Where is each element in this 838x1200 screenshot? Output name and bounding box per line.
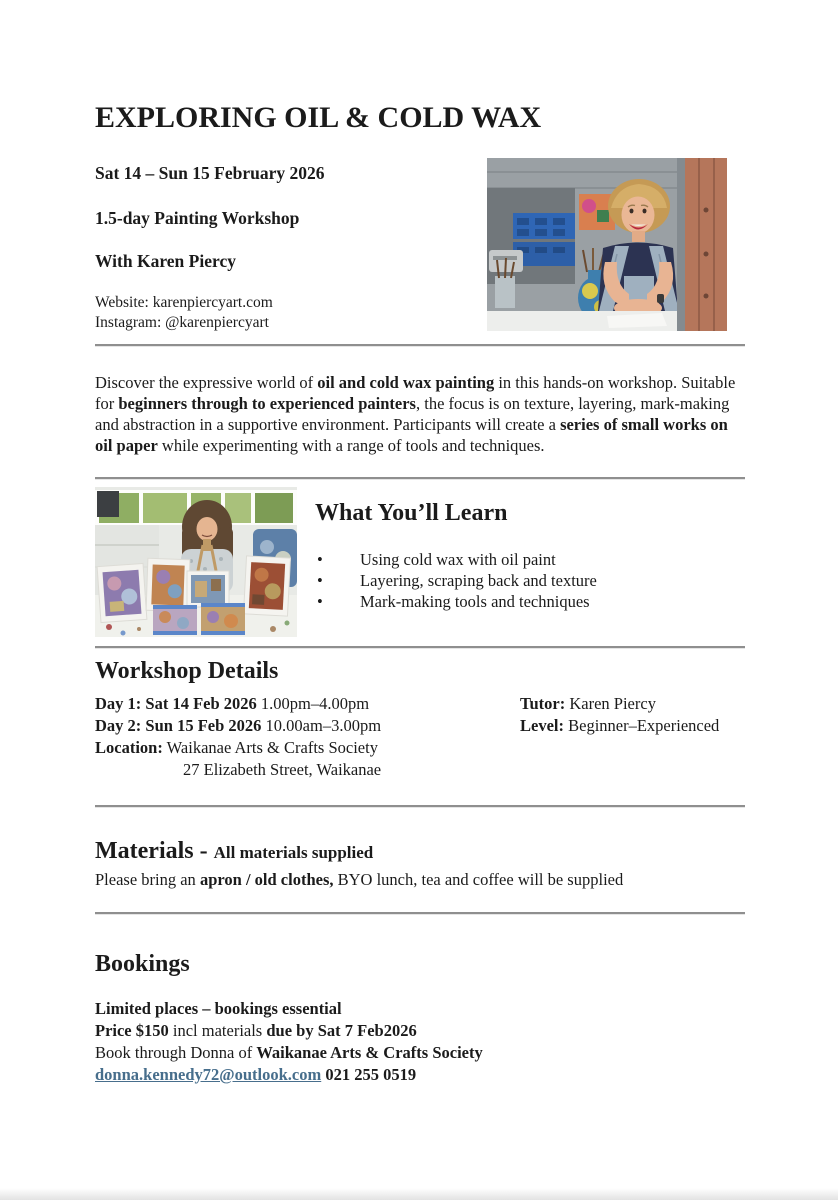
studio-paintings-illustration xyxy=(95,487,297,637)
details-right-column xyxy=(520,693,719,737)
location-address-line: 27 Elizabeth Street, Waikanae xyxy=(183,760,382,779)
location-row xyxy=(95,737,745,759)
due-date-label: due by Sat 7 Feb2026 xyxy=(266,1021,417,1040)
tutor-row xyxy=(520,693,719,715)
materials-bold-apron: apron / old clothes, xyxy=(199,870,334,889)
learn-bullet: • Layering, scraping back and texture xyxy=(315,570,597,591)
tutor-name-line: With Karen Piercy xyxy=(95,251,236,271)
learn-heading: What You’ll Learn xyxy=(315,500,508,526)
materials-text: BYO lunch, tea and coffee will be supplied xyxy=(333,870,624,889)
email-link[interactable]: donna.kennedy72@outlook.com xyxy=(95,1065,322,1084)
book-through-line xyxy=(95,1042,745,1064)
bookings-heading: Bookings xyxy=(95,951,190,977)
location-label: Location: xyxy=(95,738,163,757)
workshop-details-heading: Workshop Details xyxy=(95,658,279,684)
materials-text: Please bring an xyxy=(95,870,200,889)
tutor-value: Karen Piercy xyxy=(565,694,656,713)
day1-label: Day 1: Sat 14 Feb 2026 xyxy=(95,694,257,713)
price-label: Price $150 xyxy=(95,1021,169,1040)
intro-text: while experimenting with a range of tools and techniques. xyxy=(157,436,545,455)
horizontal-rule xyxy=(95,477,745,479)
intro-bold-series: series of small works on oil paper xyxy=(95,415,728,455)
horizontal-rule xyxy=(95,646,745,648)
learn-bullet: • Mark-making tools and techniques xyxy=(315,591,597,612)
page-bottom-shadow xyxy=(0,1188,838,1200)
intro-text: Discover the expressive world of xyxy=(95,373,318,392)
website-line: Website: karenpiercyart.com xyxy=(95,294,273,311)
book-through-text: Book through Donna of xyxy=(95,1043,257,1062)
level-row xyxy=(520,715,719,737)
date-line: Sat 14 – Sun 15 February 2026 xyxy=(95,163,325,183)
page-title: EXPLORING OIL & COLD WAX xyxy=(95,101,542,134)
duration-line: 1.5-day Painting Workshop xyxy=(95,208,300,228)
intro-text: , the focus is on texture, layering, mark-making and abstraction in a supportive environment. Participants will create a xyxy=(95,394,730,434)
day2-time: 10.00am–3.00pm xyxy=(261,716,382,735)
day1-time: 1.00pm–4.00pm xyxy=(256,694,370,713)
studio-paintings-photo xyxy=(95,487,297,637)
bookings-section xyxy=(95,950,745,1086)
horizontal-rule xyxy=(95,344,745,346)
workshop-details-rows xyxy=(95,693,745,781)
phone-number: 021 255 0519 xyxy=(325,1065,417,1084)
horizontal-rule xyxy=(95,805,745,807)
location-value: Waikanae Arts & Crafts Society xyxy=(162,738,378,757)
bookings-lines xyxy=(95,998,745,1086)
materials-heading xyxy=(95,837,745,867)
learn-bullet-list xyxy=(315,549,597,612)
intro-text: in this hands-on workshop. Suitable for xyxy=(95,373,736,413)
contact-line xyxy=(95,1064,745,1086)
horizontal-rule xyxy=(95,912,745,914)
tutor-label: Tutor: xyxy=(520,694,566,713)
karen-portrait-illustration xyxy=(487,158,727,331)
materials-section xyxy=(95,837,745,890)
price-mid-text: incl materials xyxy=(168,1021,267,1040)
intro-bold-beginners: beginners through to experienced painters xyxy=(118,394,416,413)
learn-column xyxy=(315,487,597,637)
karen-portrait-photo xyxy=(487,158,727,331)
materials-subheading: All materials supplied xyxy=(213,843,374,862)
learn-section xyxy=(95,487,745,637)
level-label: Level: xyxy=(520,716,564,735)
materials-line xyxy=(95,869,745,890)
limited-places-line: Limited places – bookings essential xyxy=(95,999,342,1018)
society-name: Waikanae Arts & Crafts Society xyxy=(256,1043,483,1062)
materials-heading-text: Materials - xyxy=(95,838,214,864)
day2-label: Day 2: Sun 15 Feb 2026 xyxy=(95,716,262,735)
price-line xyxy=(95,1020,745,1042)
intro-bold-oil-cold-wax: oil and cold wax painting xyxy=(317,373,495,392)
learn-bullet: • Using cold wax with oil paint xyxy=(315,549,597,570)
intro-paragraph xyxy=(95,372,745,456)
instagram-line: Instagram: @karenpiercyart xyxy=(95,314,269,331)
workshop-details-section xyxy=(95,657,745,781)
level-value: Beginner–Experienced xyxy=(563,716,720,735)
